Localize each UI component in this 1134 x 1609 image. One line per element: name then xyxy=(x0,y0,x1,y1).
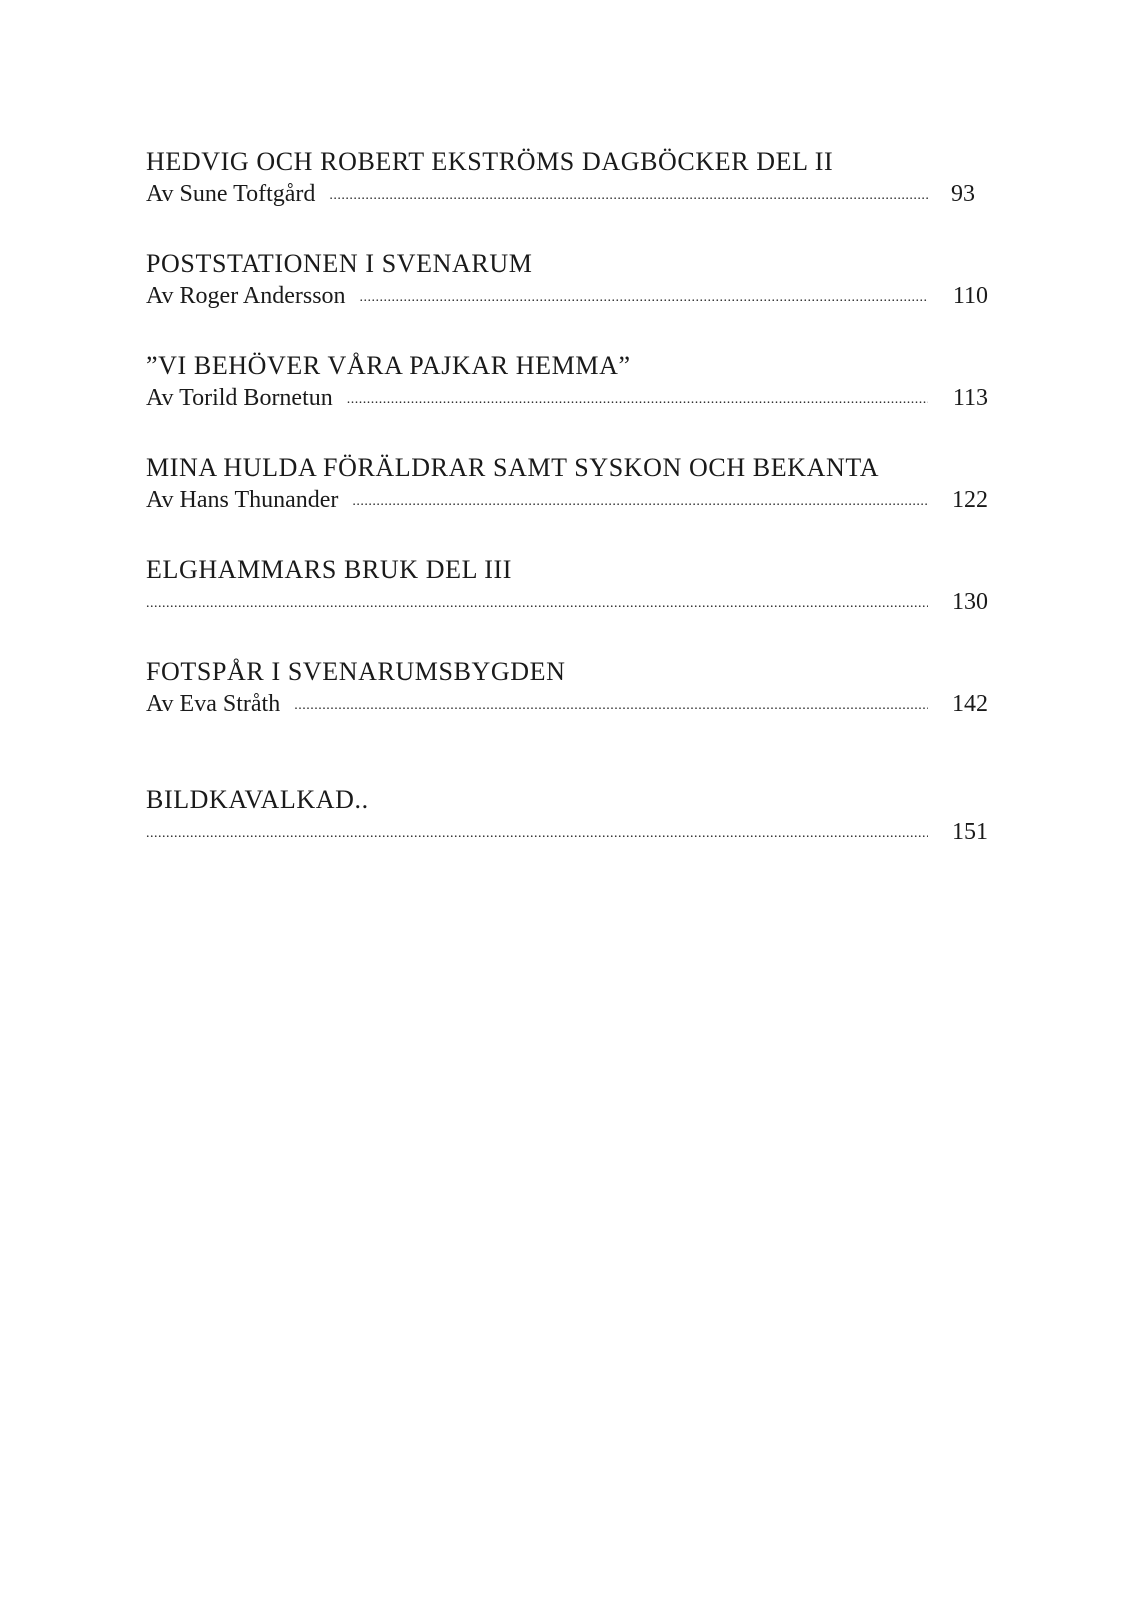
entry-byline xyxy=(146,586,988,622)
dot-leader xyxy=(360,282,928,314)
entry-page-number: 142 xyxy=(952,691,988,717)
entry-page-number: 110 xyxy=(952,283,988,309)
entry-author: Av Torild Bornetun xyxy=(146,385,333,411)
entry-byline xyxy=(146,382,988,418)
entry-page-number: 93 xyxy=(951,181,975,207)
entry-title: POSTSTATIONEN I SVENARUM xyxy=(146,249,533,278)
dot-leader xyxy=(146,588,928,620)
entry-title: ELGHAMMARS BRUK DEL III xyxy=(146,555,512,584)
entry-byline xyxy=(146,816,988,852)
toc-entry xyxy=(146,350,988,418)
dot-leader xyxy=(347,384,928,416)
entry-title: MINA HULDA FÖRÄLDRAR SAMT SYSKON OCH BEKANTA xyxy=(146,453,880,482)
entry-page-number: 122 xyxy=(952,487,988,513)
entry-title: FOTSPÅR I SVENARUMSBYGDEN xyxy=(146,657,566,686)
toc-entry xyxy=(146,656,988,724)
toc-entry xyxy=(146,452,988,520)
dot-leader xyxy=(294,690,928,722)
dot-leader xyxy=(329,180,928,212)
entry-byline xyxy=(146,178,988,214)
toc-entry xyxy=(146,554,988,622)
entry-byline xyxy=(146,484,988,520)
entry-author: Av Roger Andersson xyxy=(146,283,346,309)
entry-page-number: 151 xyxy=(952,819,988,845)
entry-byline xyxy=(146,280,988,316)
dot-leader xyxy=(352,486,928,518)
toc-entry xyxy=(146,146,988,214)
entry-title: HEDVIG OCH ROBERT EKSTRÖMS DAGBÖCKER DEL II xyxy=(146,147,834,176)
entry-author: Av Eva Stråth xyxy=(146,691,281,717)
entry-title: ”VI BEHÖVER VÅRA PAJKAR HEMMA” xyxy=(146,351,631,380)
entry-byline xyxy=(146,688,988,724)
entry-author: Av Sune Toftgård xyxy=(146,181,316,207)
dot-leader xyxy=(146,818,928,850)
toc-entry xyxy=(146,248,988,316)
entry-title: BILDKAVALKAD.. xyxy=(146,785,369,814)
entry-author: Av Hans Thunander xyxy=(146,487,339,513)
toc-entry xyxy=(146,784,988,852)
entry-page-number: 113 xyxy=(952,385,988,411)
entry-page-number: 130 xyxy=(952,589,988,615)
table-of-contents xyxy=(146,146,988,852)
